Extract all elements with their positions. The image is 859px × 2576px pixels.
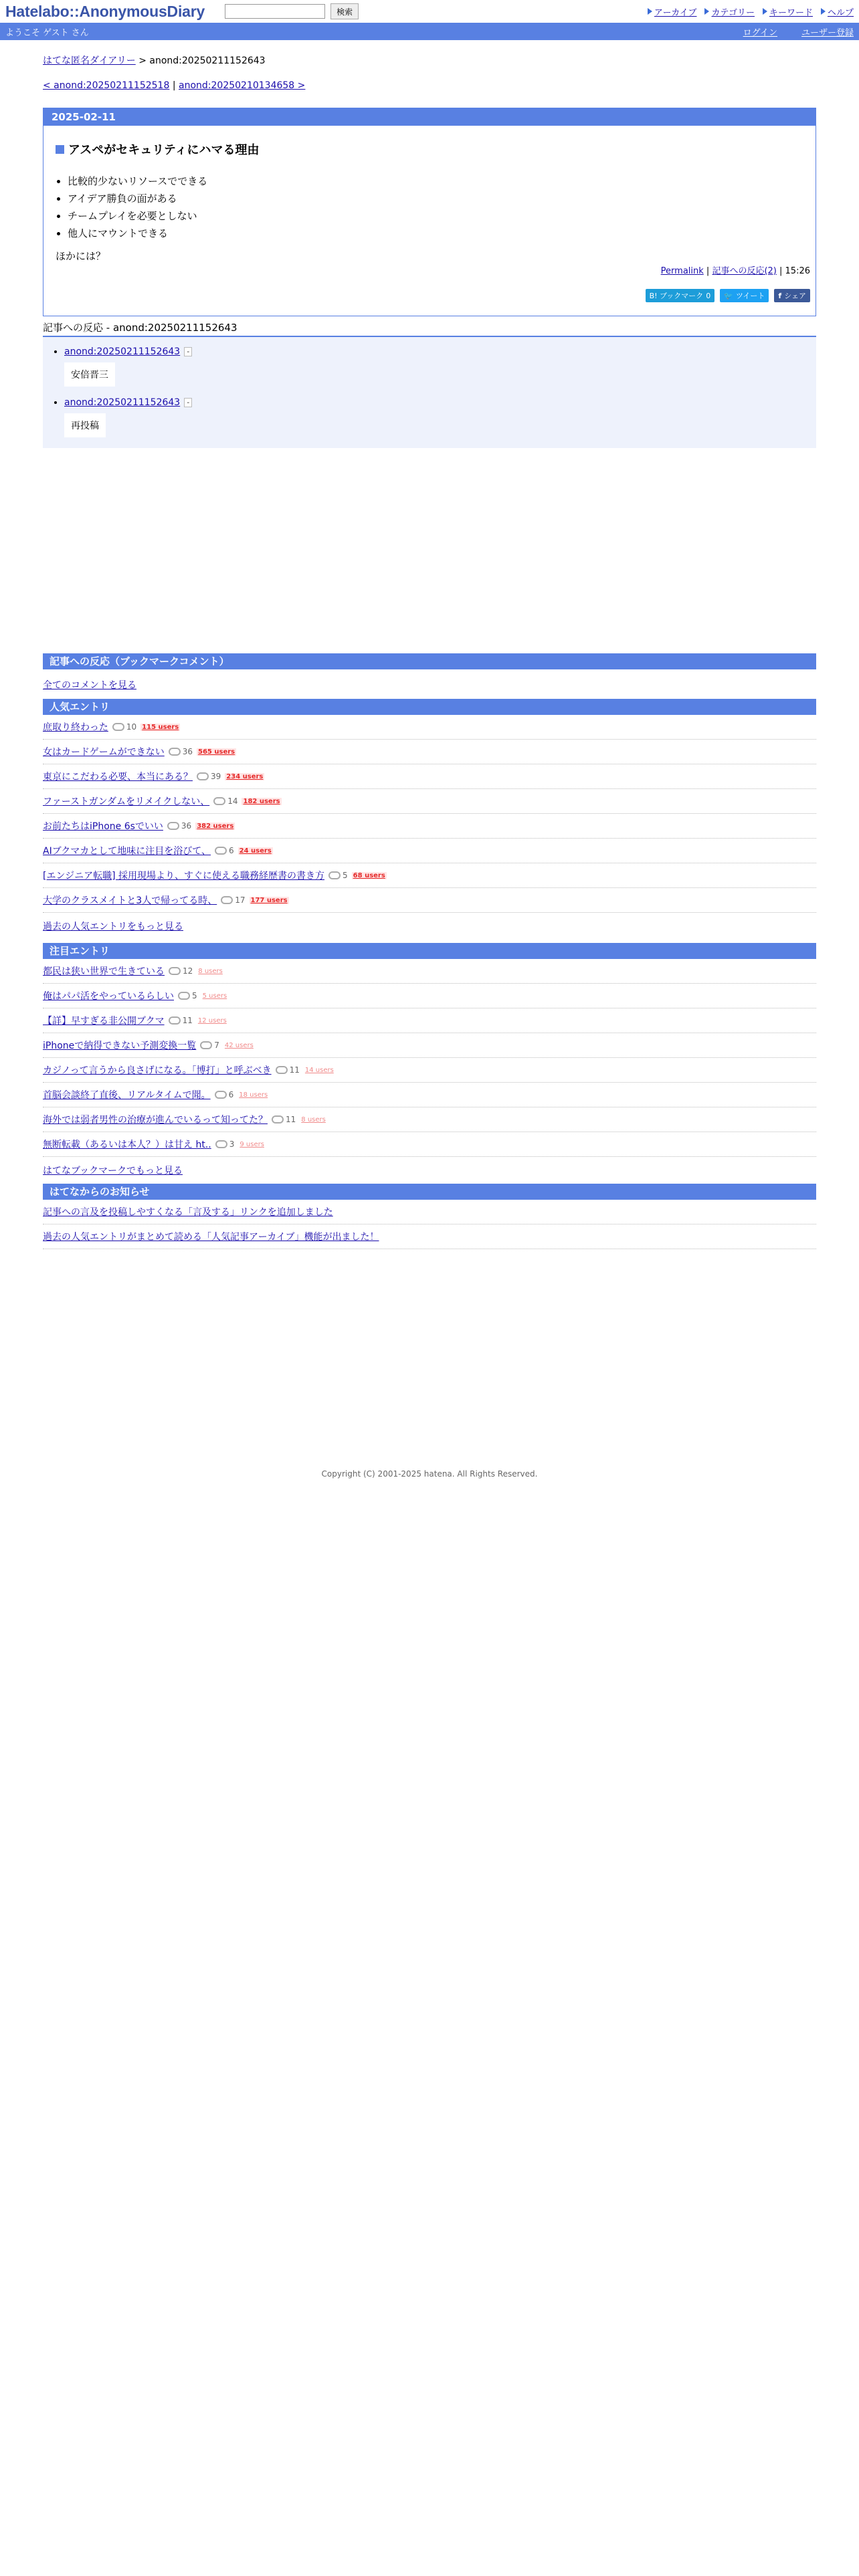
nav-keyword[interactable]: キーワード — [763, 5, 813, 18]
bookmark-users-badge[interactable]: 68 users — [353, 871, 385, 879]
list-item — [43, 863, 816, 888]
entry-footer: Permalink | 記事への反応(2) | 15:26 — [660, 266, 810, 276]
list-item — [43, 959, 816, 984]
comment-count-value: 39 — [211, 772, 221, 781]
bookmark-users-badge[interactable]: 177 users — [250, 896, 288, 904]
comment-count[interactable] — [276, 1065, 300, 1075]
bookmark-users-badge[interactable]: 12 users — [197, 1016, 227, 1025]
facebook-icon: f — [778, 291, 782, 300]
reaction-link[interactable]: • anond:20250211152643 — [64, 397, 181, 408]
prev-next-nav: < anond:20250211152518 | anond:20250210134658 > — [43, 80, 306, 91]
comment-count[interactable] — [215, 1140, 235, 1149]
entry-bullets — [56, 173, 816, 242]
share-buttons — [646, 289, 810, 302]
entry-date: 2025-02-11 — [43, 108, 816, 126]
entry-link[interactable]: 都民は狭い世界で生きている — [43, 966, 165, 977]
list-item — [43, 984, 816, 1008]
main-content — [43, 0, 816, 2576]
popular-entries-section — [43, 699, 816, 940]
breadcrumb: はてな匿名ダイアリー > anond:20250211152643 — [43, 56, 266, 66]
comment-bubble-icon — [169, 967, 181, 975]
comment-count-value: 7 — [214, 1041, 219, 1050]
entry-link[interactable]: 女はカードゲームができない — [43, 747, 165, 758]
entry-link[interactable]: 海外では弱者男性の治療が進んでいるって知ってた？ — [43, 1115, 268, 1125]
entry-link[interactable]: お前たちはiPhone 6sでいい — [43, 821, 163, 832]
reaction-item — [64, 346, 816, 387]
square-icon — [56, 145, 64, 154]
welcome-text: ようこそ ゲスト さん — [5, 27, 89, 38]
comment-bubble-icon — [328, 871, 341, 879]
register-link[interactable]: ユーザー登録 — [801, 27, 854, 38]
login-link[interactable]: ログイン — [743, 27, 777, 38]
comment-count-value: 5 — [343, 871, 348, 880]
reaction-body: 安倍晋三 — [64, 362, 115, 387]
comment-bubble-icon — [167, 822, 179, 830]
entry-link[interactable]: 東京にこだわる必要、本当にある？ — [43, 772, 193, 782]
comment-count[interactable] — [169, 1016, 193, 1025]
comment-count-value: 11 — [289, 1065, 300, 1075]
comment-count-value: 11 — [286, 1115, 296, 1124]
comment-count-value: 12 — [183, 966, 193, 976]
attention-entries-title: 注目エントリ — [43, 943, 816, 959]
list-item — [43, 839, 816, 863]
comment-bubble-icon — [169, 1016, 181, 1025]
comment-count[interactable] — [167, 821, 191, 831]
bookmark-users-badge[interactable]: 14 users — [304, 1066, 334, 1074]
comment-count-value: 17 — [235, 895, 246, 905]
comment-bubble-icon — [215, 1140, 227, 1148]
comment-count-value: 36 — [182, 747, 193, 756]
news-item[interactable]: 過去の人気エントリがまとめて読める「人気記事アーカイブ」機能が出ました！ — [43, 1232, 379, 1243]
triangle-icon — [821, 8, 826, 15]
comment-count[interactable] — [328, 871, 348, 880]
breadcrumb-home[interactable]: はてな匿名ダイアリー — [43, 56, 136, 66]
bookmark-users-badge[interactable]: 9 users — [240, 1140, 264, 1148]
comment-bubble-icon — [169, 748, 181, 756]
entry-link[interactable]: 無断転載（あるいは本人？）は甘え ht.. — [43, 1140, 211, 1150]
reaction-link[interactable]: • anond:20250211152643 — [64, 346, 181, 357]
comment-count-value: 10 — [126, 722, 137, 732]
list-item: • チームプレイを必要としない — [68, 207, 816, 225]
popular-entries-list — [43, 715, 816, 913]
next-entry-link[interactable]: anond:20250210134658 > — [179, 80, 306, 91]
reaction-body: 再投稿 — [64, 413, 106, 437]
comment-bubble-icon — [213, 797, 225, 805]
reaction-item — [64, 397, 816, 437]
comment-bubble-icon — [197, 772, 209, 780]
comment-count[interactable] — [213, 796, 237, 806]
list-item — [43, 1033, 816, 1058]
bookmark-users-badge[interactable]: 382 users — [197, 822, 234, 830]
entry-title: アスペがセキュリティにハマる理由 — [56, 140, 816, 158]
list-item — [43, 715, 816, 740]
nav-category[interactable]: カテゴリー — [704, 5, 754, 18]
comment-count[interactable] — [215, 1090, 234, 1099]
search-button[interactable]: 検索 — [330, 3, 359, 19]
bookmark-users-badge[interactable]: 115 users — [142, 723, 179, 731]
list-item — [43, 789, 816, 814]
reactions-box — [43, 336, 816, 448]
bookmark-users-badge[interactable]: 565 users — [198, 748, 235, 756]
comment-count[interactable] — [197, 772, 221, 781]
bookmark-users-badge[interactable]: 5 users — [202, 992, 227, 1000]
comment-count[interactable] — [200, 1041, 219, 1050]
entry-link[interactable]: ファーストガンダムをリメイクしない、 — [43, 796, 210, 807]
comment-count-value: 6 — [229, 846, 234, 855]
entry-box — [43, 108, 816, 316]
bookmark-users-badge[interactable]: 182 users — [243, 797, 280, 805]
comment-count[interactable] — [272, 1115, 296, 1124]
comment-bubble-icon — [276, 1066, 288, 1074]
facebook-share-button[interactable]: f シェア — [774, 289, 810, 302]
list-item — [43, 764, 816, 789]
entry-link[interactable]: 俺はパパ活をやっているらしい — [43, 991, 174, 1002]
list-item — [43, 1083, 816, 1107]
bookmark-comments-title: 記事への反応（ブックマークコメント） — [43, 653, 816, 669]
list-item — [43, 1132, 816, 1157]
comment-bubble-icon — [215, 1091, 227, 1099]
entry-link[interactable]: [エンジニア転職] 採用現場より、すぐに使える職務経歴書の書き方 — [43, 871, 325, 881]
entry-link[interactable]: 庶取り終わった — [43, 722, 108, 733]
permalink[interactable]: Permalink — [660, 266, 704, 276]
tweet-button[interactable]: 🐦 ツイート — [720, 289, 769, 302]
list-item: • 比較的少ないリソースでできる — [68, 173, 816, 190]
entry-link[interactable]: iPhoneで納得できない予測変換一覧 — [43, 1041, 197, 1051]
comment-bubble-icon — [178, 992, 190, 1000]
comment-bubble-icon — [112, 723, 124, 731]
list-item: • アイデア勝負の面がある — [68, 190, 816, 207]
collapse-toggle[interactable]: - — [184, 347, 192, 356]
attention-entries-list — [43, 959, 816, 1157]
twitter-icon: 🐦 — [724, 291, 733, 300]
reactions-link[interactable]: 記事への反応(2) — [712, 266, 777, 276]
comment-bubble-icon — [200, 1041, 212, 1049]
site-logo[interactable]: Hatelabo::AnonymousDiary — [5, 2, 205, 20]
hatena-bookmark-button[interactable]: B! ブックマーク 0 — [646, 289, 715, 302]
comment-count-value: 3 — [229, 1140, 235, 1149]
comment-count-value: 11 — [182, 1016, 193, 1025]
list-item — [43, 740, 816, 764]
comment-count[interactable] — [221, 895, 245, 905]
breadcrumb-current: anond:20250211152643 — [149, 56, 266, 66]
comment-count-value: 6 — [228, 1090, 234, 1099]
comment-count-value: 36 — [181, 821, 192, 831]
prev-entry-link[interactable]: < anond:20250211152518 — [43, 80, 170, 91]
comment-count-value: 5 — [192, 991, 197, 1000]
comment-count[interactable] — [215, 846, 234, 855]
list-item — [43, 814, 816, 839]
list-item — [43, 888, 816, 913]
comment-bubble-icon — [221, 896, 233, 904]
bookmark-users-badge[interactable]: 8 users — [301, 1115, 326, 1123]
comment-bubble-icon — [215, 847, 227, 855]
entry-link[interactable]: AIブクマカとして地味に注目を浴びて、 — [43, 846, 211, 857]
all-comments-link[interactable]: 全てのコメントを見る — [43, 680, 136, 691]
news-section — [43, 1184, 816, 1249]
entry-link[interactable]: 首脳会談終了直後、リアルタイムで聞。 — [43, 1090, 211, 1101]
news-title: はてなからのお知らせ — [43, 1184, 816, 1200]
entry-link[interactable]: 【詳】早すぎる非公開ブクマ — [43, 1016, 165, 1027]
entry-time: 15:26 — [785, 266, 810, 276]
entry-link[interactable]: カジノって言うから良さげになる。「博打」と呼ぶべき — [43, 1065, 272, 1076]
list-item — [43, 1008, 816, 1033]
entry-link[interactable]: 大学のクラスメイトと3人で帰ってる時、 — [43, 895, 217, 906]
comment-count-value: 14 — [227, 796, 238, 806]
collapse-toggle[interactable]: - — [184, 398, 192, 407]
reactions-heading: 記事への反応 - anond:20250211152643 — [43, 322, 237, 334]
attention-more-link[interactable]: はてなブックマークでもっと見る — [43, 1166, 183, 1176]
list-item — [43, 1058, 816, 1083]
comment-count[interactable] — [112, 722, 136, 732]
bookmark-comments-section — [43, 653, 816, 700]
news-item[interactable]: 記事への言及を投稿しやすくなる「言及する」リンクを追加しました — [43, 1207, 333, 1218]
bookmark-users-badge[interactable]: 8 users — [198, 967, 223, 975]
comment-count[interactable] — [169, 966, 193, 976]
copyright: Copyright (C) 2001-2025 hatena. All Rights Reserved. — [321, 1469, 538, 1479]
bookmark-users-badge[interactable]: 234 users — [226, 772, 264, 780]
list-item — [43, 1107, 816, 1132]
popular-more-link[interactable]: 過去の人気エントリをもっと見る — [43, 922, 183, 932]
list-item: • 他人にマウントできる — [68, 225, 816, 242]
comment-count[interactable] — [169, 747, 193, 756]
comment-count[interactable] — [178, 991, 197, 1000]
attention-entries-section — [43, 943, 816, 1184]
nav-archive[interactable]: アーカイブ — [648, 5, 697, 18]
bookmark-users-badge[interactable]: 42 users — [224, 1041, 254, 1049]
entry-closing: ほかには？ — [56, 250, 106, 262]
nav-help[interactable]: ヘルプ — [821, 5, 854, 18]
comment-bubble-icon — [272, 1115, 284, 1123]
bookmark-users-badge[interactable]: 18 users — [239, 1091, 268, 1099]
bookmark-users-badge[interactable]: 24 users — [239, 847, 272, 855]
popular-entries-title: 人気エントリ — [43, 699, 816, 715]
